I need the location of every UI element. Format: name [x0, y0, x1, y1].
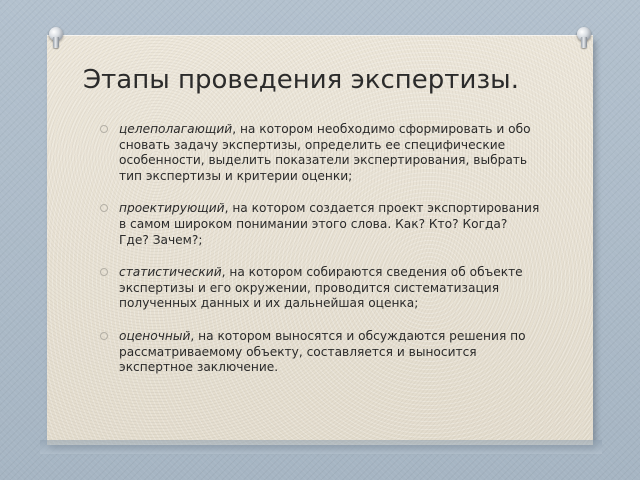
stage-description: , на котором необходимо сформировать и обо сновать задачу экспертизы, определить ее специфические особенности, выделить показатели экспертирования, выбрать тип экспертизы и критерии оценки; [119, 122, 531, 183]
stage-term: целеполагающий [119, 122, 233, 136]
stage-term: проектирующий [119, 201, 225, 216]
bullet-circle-icon [100, 268, 108, 276]
pushpin-icon [575, 27, 593, 49]
bullet-circle-icon [100, 125, 108, 133]
list-item [100, 265, 540, 312]
stage-description: , на котором собираются сведения об объекте экспертизы и его окружении, проводится систематизация полученных данных и их дальнейшая оценка; [119, 265, 523, 311]
bullet-circle-icon [100, 204, 108, 212]
pushpin-shaft [53, 37, 59, 48]
stage-description: , на котором создается проект экспортирования в самом широком понимании этого слова. Как? Кто? Когда? Где? Зачем?; [119, 201, 540, 247]
stage-term: оценочный [119, 328, 191, 343]
list-item [100, 122, 540, 184]
bottom-band [40, 440, 602, 454]
stages-list [100, 122, 540, 393]
list-item [100, 201, 540, 248]
slide-title: Этапы проведения экспертизы. [83, 65, 519, 95]
list-item [100, 329, 540, 376]
pushpin-icon [47, 27, 65, 49]
stage-term: статистический [119, 265, 222, 280]
pushpin-shaft [581, 37, 587, 48]
stage-description: , на котором выносятся и обсуждаются решения по рассматриваемому объекту, составляется и выносится экспертное заключение. [119, 328, 526, 375]
bullet-circle-icon [100, 332, 108, 340]
